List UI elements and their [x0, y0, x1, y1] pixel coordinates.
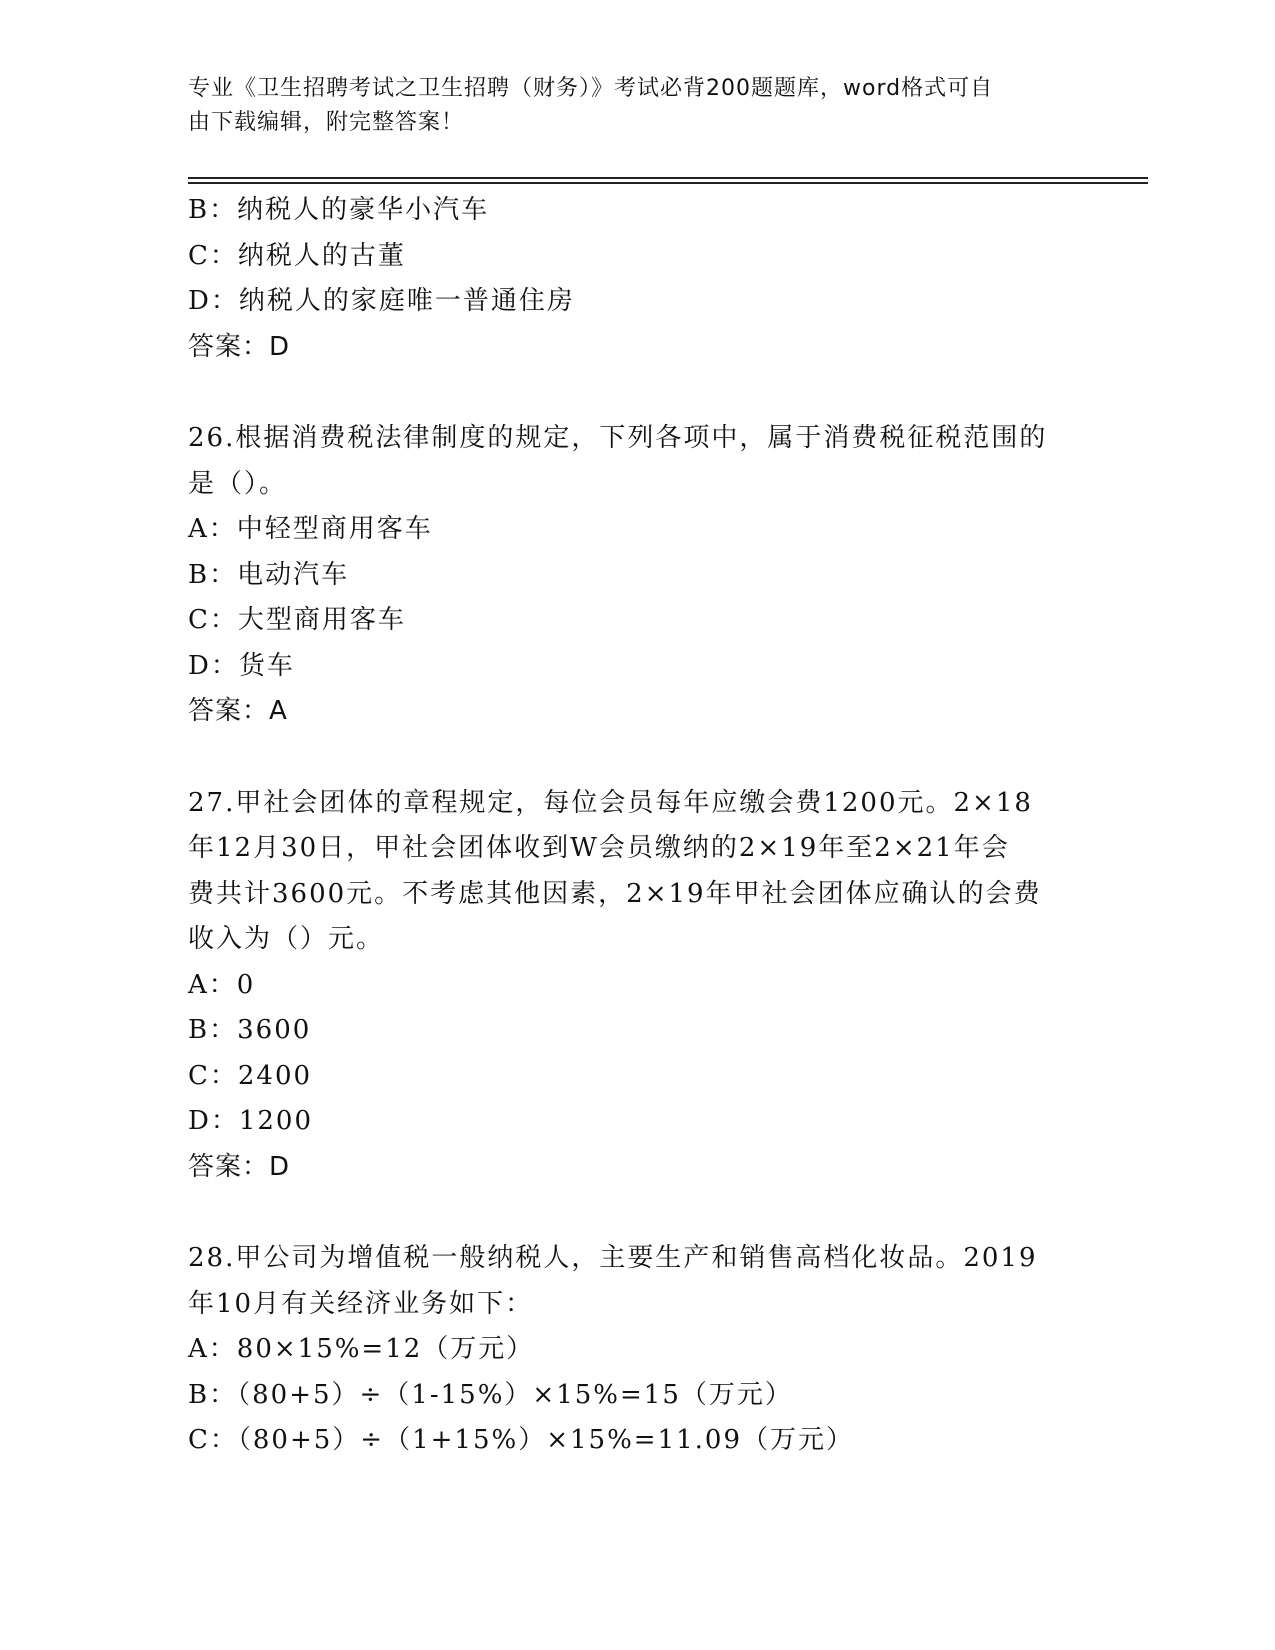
q27-stem-line-1: 27.甲社会团体的章程规定，每位会员每年应缴会费1200元。2×18: [188, 787, 1033, 818]
document-header: [188, 72, 1068, 140]
q26-option-b: B：电动汽车: [188, 559, 350, 590]
q26-option-a: A：中轻型商用客车: [188, 514, 433, 544]
header-divider-top: [188, 177, 1148, 179]
header-line-1: 专业《卫生招聘考试之卫生招聘（财务）》考试必背200题题库，word格式可自: [188, 76, 994, 101]
spacer: [188, 1190, 1088, 1236]
q27-stem-line-3: 费共计3600元。不考虑其他因素，2×19年甲社会团体应确认的会费: [188, 878, 1042, 909]
q27-option-d: D：1200: [188, 1106, 314, 1136]
header-divider-bottom: [188, 182, 1148, 184]
q25-option-d: D：纳税人的家庭唯一普通住房: [188, 286, 575, 316]
spacer: [188, 735, 1088, 781]
q26-stem-line-1: 26.根据消费税法律制度的规定，下列各项中，属于消费税征税范围的: [188, 423, 1048, 453]
q27-answer: 答案：D: [188, 1151, 291, 1182]
question-28: [188, 1236, 1088, 1464]
q28-stem-line-2: 年10月有关经济业务如下：: [188, 1288, 534, 1319]
q28-option-b: B：（80+5）÷（1-15%）×15%=15（万元）: [188, 1379, 793, 1410]
q26-option-d: D：货车: [188, 650, 295, 681]
q27-option-a: A：0: [188, 969, 256, 1000]
q27-option-c: C：2400: [188, 1060, 313, 1091]
header-line-2: 由下载编辑，附完整答案！: [188, 110, 465, 135]
q26-stem-line-2: 是（）。: [188, 468, 288, 499]
q25-answer: 答案：D: [188, 331, 291, 362]
q25-option-b: B：纳税人的豪华小汽车: [188, 195, 490, 225]
q28-option-a: A：80×15%=12（万元）: [188, 1334, 535, 1364]
q26-answer: 答案：A: [188, 696, 288, 726]
q27-stem-line-2: 年12月30日，甲社会团体收到W会员缴纳的2×19年至2×21年会: [188, 833, 1010, 863]
q28-option-c: C：（80+5）÷（1+15%）×15%=11.09（万元）: [188, 1425, 854, 1455]
q27-stem-line-4: 收入为（）元。: [188, 924, 385, 954]
question-26: [188, 416, 1088, 735]
question-27: [188, 781, 1088, 1191]
q27-option-b: B：3600: [188, 1015, 312, 1045]
question-list: [188, 188, 1088, 1464]
q26-option-c: C：大型商用客车: [188, 605, 406, 635]
q28-stem-line-1: 28.甲公司为增值税一般纳税人，主要生产和销售高档化妆品。2019: [188, 1243, 1038, 1273]
question-25-fragment: [188, 188, 1088, 370]
q25-option-c: C：纳税人的古董: [188, 240, 406, 271]
spacer: [188, 370, 1088, 416]
